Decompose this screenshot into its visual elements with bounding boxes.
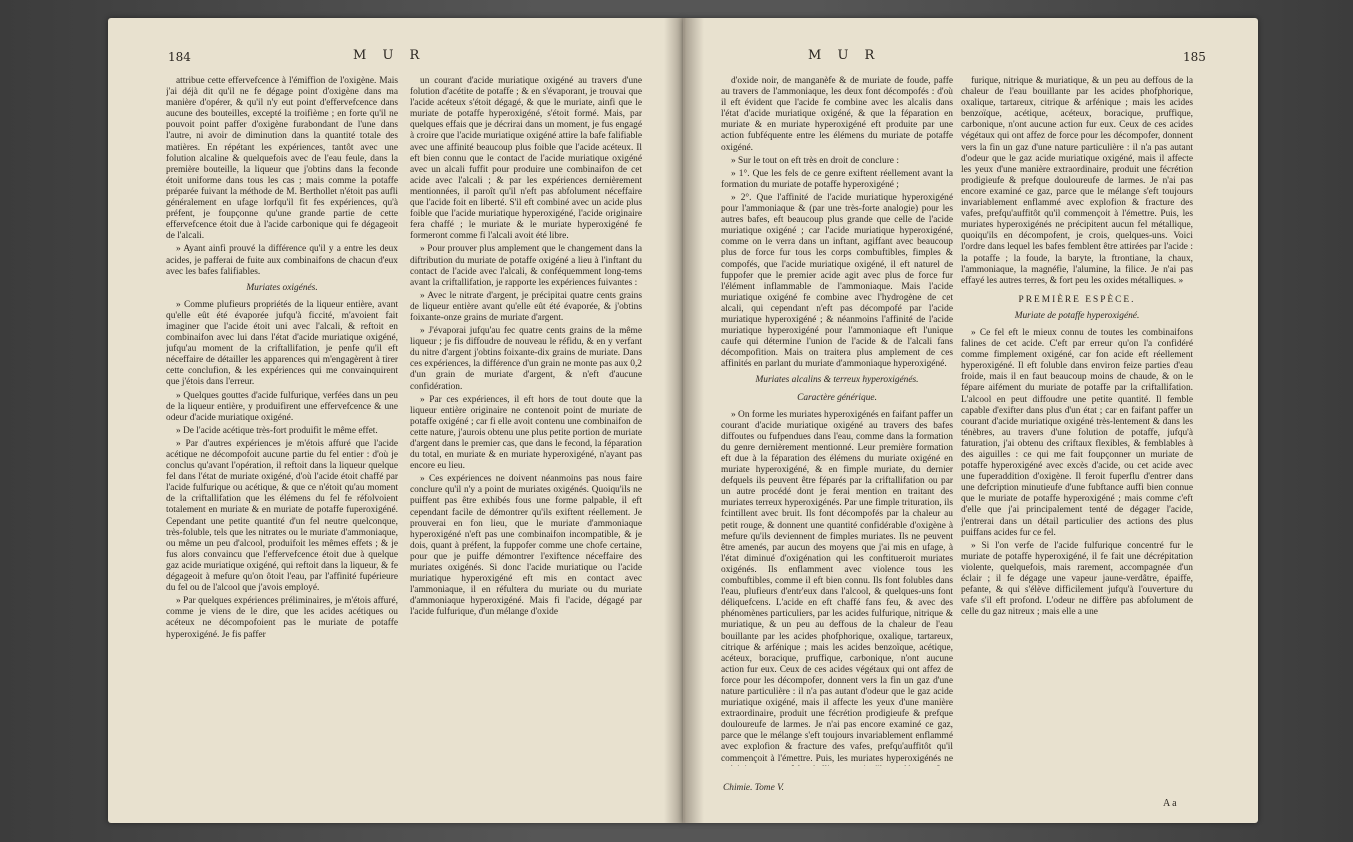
book-gutter <box>664 18 704 823</box>
species-heading: PREMIÈRE ESPÈCE. <box>1018 294 1136 305</box>
paragraph: » Pour prouver plus amplement que le changement dans la diftribution du muriate de potaffe oxigéné a lieu à l'inftant du contact de l'acide avec l'alcali, & conféquemment long-tems avant la criftallifation, je rapporte les expériences fuivantes : <box>410 244 642 288</box>
section-heading: Muriates alcalins & terreux hyperoxigénés. <box>755 375 919 386</box>
right-column-2 <box>961 76 1193 794</box>
running-head: M U R <box>353 48 426 63</box>
paragraph: » On forme les muriates hyperoxigénés en faifant paffer un courant d'acide muriatique oxigéné au travers des bafes diffoutes ou fufpendues dans l'eau, comme dans la formation du genre dernièrement mentionné. Leur première formation eft due à la féparation des élémens du muriate oxigéné en muriate hyperoxigéné, & en fimple muriate, du dernier defquels ils peuvent être féparés par la criftallifation ou par un autre procédé dont je ferai mention en traitant des muriates terreux hyperoxigénés. Par une fimple trituration, ils fcintillent avec bruit. Ils font décompofés par la chaleur au petit rouge, & donnent une quantité confidérable d'oxigène à mefure qu'ils deviennent de fimples muriates. Ils ne peuvent être amenés, par aucun des moyens que j'ai mis en ufage, à l'état diminué d'oxigénation qui les conftitueroit muriates oxigénés. Ils enflamment avec violence tous les combuftibles, comme il eft bien connu. Ils font folubles dans l'eau, plufieurs d'entr'eux dans l'alcool, & quelques-uns font déliquefcens. L'acide en eft chaffé fans feu, & avec des phénomènes particuliers, par les acides fulfurique, nitrique & muriatique, & un peu au deffous de la chaleur de l'eau bouillante par les acides phofphorique, oxalique, tartareux, citrique & arfénique ; mais les acides benzoïque, acétique, acéteux, boracique, pruffique, carbonique, n'ont aucune action fur eux. Ceux de ces acides végétaux qui ont affez de force pour les décompofer, donnent vers la fin un gaz d'une nature particulière : il n'a pas autant d'odeur que le gaz acide muriatique oxigéné, mais il affecte les yeux d'une manière extraordinaire, produit une fécrétion prodigieufe & prefque douloureufe de larmes. Je n'ai pas encore examiné ce gaz, parce que le mélange s'eft toujours invariablement enflammé avec explofion & fracture des vafes, prefqu'auffitôt qu'il commençoit à l'émettre. Puis, les muriates hyperoxigénés ne <box>721 409 953 764</box>
paragraph: un courant d'acide muriatique oxigéné au travers d'une folution d'acétite de potaffe ; & en s'évaporant, je trouvai que l'acide acéteux s'étoit dégagé, & que le muriate, ainfi que le muriate de potaffe hyperoxigéné, s'étoit formé. Mais, par quelques effais que je décrirai dans un moment, je fus engagé à croire que l'acide muriatique oxigéné attire la bafe falifiable avec une affinité beaucoup plus foible que l'acide acéteux. Il eft bien connu que le contact de l'acide muriatique oxigéné avec un alcali fuffit pour produire une combinaifon de cet acide avec l'alcali ; & par les expériences dernièrement mentionnées, il paroît qu'il n'eft pas abfolument néceffaire que l'acide foit en liberté. S'il eft combiné avec un acide plus foible que l'acide muriatique hyperoxigéné, l'acide originaire fera chaffé ; le muriate & le muriate hyperoxigéné fe formeront comme fi l'alcali avoit été libre. <box>410 76 642 242</box>
paragraph: d'oxide noir, de manganèfe & de muriate de foude, paffe au travers de l'ammoniaque, les deux font décompofés : d'où il eft évident que l'acide fe combine avec les alcalis dans l'état d'acide muriatique oxigéné, & que la féparation en muriate & en muriate hyperoxigéné eft produite par une action fubféquente entre les élémens du muriate de potaffe oxigéné. <box>721 76 953 153</box>
section-heading: Muriate de potaffe hyperoxigéné. <box>1014 310 1140 321</box>
signature-mark: A a <box>1163 798 1177 809</box>
paragraph: » 1°. Que les fels de ce genre exiftent réellement avant la formation du muriate de potaffe hyperoxigéné ; <box>721 168 953 190</box>
paragraph: » Ces expériences ne doivent néanmoins pas nous faire conclure qu'il n'y a point de muriates oxigénés. Quoiqu'ils ne puiffent pas être exhibés fous une forme palpable, il eft cependant facile de démontrer qu'ils exiftent réellement. Je prouverai en fon lieu, que le muriate d'ammoniaque hyperoxigéné n'eft pas une combinaifon incompatible, & je dois, quant à préfent, la fuppofer comme une chofe certaine, pour que je puiffe démontrer l'exiftence néceffaire des muriates oxigénés. Si donc l'acide muriatique ou l'acide muriatique hyperoxigéné eft mis en contact avec l'ammoniaque, il en réfultera du muriate ou du muriate d'ammoniaque hyperoxigéné. Mais fi l'acide, dégagé par l'acide fulfurique, d'un mélange d'oxide <box>410 474 642 618</box>
paragraph: furique, nitrique & muriatique, & un peu au deffous de la chaleur de l'eau bouillante par les acides phofphorique, oxalique, tartareux, citrique & arfénique ; mais les acides benzoïque, acétique, acéteux, boracique, pruffique, carbonique, n'ont aucune action fur eux. Ceux de ces acides végétaux qui ont affez de force pour les décompofer, donnent vers la fin un gaz d'une nature particulière : il n'a pas autant d'odeur que le gaz acide muriatique oxigéné, mais il affecte les yeux d'une manière extraordinaire, produit une fécrétion prodigieufe & prefque douloureufe de larmes. Je n'ai pas encore examiné ce gaz, parce que le mélange s'eft toujours invariablement enflammé avec explofion & fracture des vafes, prefqu'auffitôt qu'il commençoit à l'émettre. Puis, les muriates hyperoxigénés ne précipitent aucun fel métallique, quoiqu'ils en décompofent, je crois, quelques-uns. Voici l'ordre dans lequel les bafes femblent être attirées par l'acide : la potaffe ; la foude, la baryte, la ftrontiane, la chaux, l'ammoniaque, la magnéfie, l'alumine, la filice. Je n'ai pas effayé les autres terres, & fort peu les oxides métalliques. » <box>961 76 1193 286</box>
left-column-2 <box>410 76 642 794</box>
paragraph: » Par ces expériences, il eft hors de tout doute que la liqueur entière originaire ne contenoit point de muriate de potaffe oxigéné ; car fi elle avoit contenu une combinaifon de cette nature, j'aurois obtenu une plus petite portion de muriate d'argent dans le premier cas, que dans le fecond, la féparation du total, en muriate & en muriate hyperoxigéné, n'ayant pas encore eu lieu. <box>410 394 642 472</box>
subsection-heading: Caractère générique. <box>797 392 877 403</box>
page-number: 184 <box>168 50 191 64</box>
left-page <box>108 18 683 823</box>
paragraph: » Avec le nitrate d'argent, je précipitai quatre cents grains de liqueur entière avant qu'elle eût été évaporée, & j'obtins foixante-onze grains de muriate d'argent. <box>410 290 642 323</box>
right-page <box>683 18 1258 823</box>
paragraph: » J'évaporai jufqu'au fec quatre cents grains de la même liqueur ; je fis diffoudre de nouveau le réfidu, & en y verfant du nitre d'argent j'obtins foixante-dix grains de muriate. Dans ces expériences, la différence d'un grain ne monte pas aux 0,2 d'un grain de muriate d'argent, & n'eft d'aucune confidération. <box>410 326 642 392</box>
paragraph: attribue cette effervefcence à l'émiffion de l'oxigène. Mais j'ai déjà dit qu'il ne fe dégage point d'oxigène dans ma manière d'opérer, & qu'il n'y eut point d'effervefcence dans aucune des bouteilles, excepté la troifième ; en forte qu'il ne pouvoit point paffer d'oxigène furabondant de l'une dans l'autre, ni avoir de diminution dans la quantité totale des matières. En répétant les expériences, tantôt avec une folution alcaline & quelquefois avec de l'eau feule, dans la première bouteille, la liqueur que j'obtins dans la feconde étoit uniforme dans tous les cas ; mais comme la potaffe préparée fuivant la méthode de M. Berthollet n'étoit pas aufli généralement en ufage lorfqu'il fit fes expériences, qu'à préfent, je foupçonne qu'une grande partie de cette effervefcence étoit due à l'acide carbonique qui fe dégageoit de l'alcali. <box>166 76 398 242</box>
paragraph: » De l'acide acétique très-fort produifit le même effet. <box>176 425 378 436</box>
paragraph: » Par d'autres expériences je m'étois affuré que l'acide acétique ne décompofoit aucune partie du fel entier : d'où je conclus qu'avant l'opération, il reftoit dans la liqueur quelque fel dans l'état de muriate oxigéné, d'où l'acide étoit chaffé par l'acide fulfurique ou acétique, & que ce n'étoit qu'au moment de la criftallifation que les élémens du fel fe réfolvoient totalement en muriate & en muriate de potaffe fuperoxigéné. Cependant une petite quantité d'un fel neutre quelconque, très-foluble, tels que les nitrates ou le muriate d'ammoniaque, ou même un peu d'alcool, produifoit les mêmes effets ; & je fus alors convaincu que l'effervefcence étoit due à quelque gaz acide muriatique oxigéné, qui reftoit dans la liqueur, & fe dégageoit à mefure qu'on ôtoit l'eau, par l'affinité fupérieure du fel ou de l'alcool que j'avois employé. <box>166 438 398 594</box>
page-number: 185 <box>1183 50 1206 64</box>
right-column-1 <box>721 76 953 766</box>
paragraph: » Ayant ainfi prouvé la différence qu'il y a entre les deux acides, je pafferai de fuite aux combinaifons de chacun d'eux avec les bafes falifiables. <box>166 244 398 277</box>
paragraph: » Comme plufieurs propriétés de la liqueur entière, avant qu'elle eût été évaporée jufqu'à ficcité, m'avoient fait imaginer que l'acide étoit uni avec l'alcali, & reftoit en combinaifon avec lui dans l'état d'acide muriatique oxigéné, jufqu'au moment de la criftallifation, je penfe qu'il eft néceffaire de détailler les apparences qui m'engagèrent à tirer cette conclufion, & les expériences qui me convainquirent que j'étois dans l'erreur. <box>166 299 398 388</box>
volume-footer: Chimie. Tome V. <box>723 783 784 793</box>
paragraph: » 2°. Que l'affinité de l'acide muriatique hyperoxigéné pour l'ammoniaque & (par une très-forte analogie) pour les autres bafes, eft beaucoup plus grande que celle de l'acide muriatique oxigéné ; car l'acide muriatique hyperoxigéné, comme on le verra dans un inftant, agiffant avec beaucoup plus de force fur tous les corps combuftibles, fimples & compofés, que l'acide muriatique oxigéné, il eft naturel de fuppofer que le premier acide agit avec plus de force fur l'élément inflammable de l'ammoniaque. Mais l'acide muriatique oxigéné fe combine avec l'hydrogène de cet alcali, qui cependant n'eft pas décompofé par l'acide muriatique hyperoxigéné ; & néanmoins l'affinité de l'acide muriatique hyperoxigéné pour l'ammoniaque eft l'unique caufe qui détermine l'union de l'acide & de l'alcali fans décompofition. Mais on traitera plus amplement de ces affinités en parlant du muriate d'ammoniaque hyperoxigéné. <box>721 192 953 370</box>
paragraph: » Sur le tout on eft très en droit de conclure : <box>731 155 899 166</box>
section-heading: Muriates oxigénés. <box>246 282 318 293</box>
left-column-1 <box>166 76 398 794</box>
paragraph: » Si l'on verfe de l'acide fulfurique concentré fur le muriate de potaffe hyperoxigéné, il fe fait une décrépitation violente, quelquefois, mais rarement, accompagnée d'un éclair ; il fe dégage une vapeur jaune-verdâtre, épaiffe, pefante, & qui s'élève difficilement jufqu'à l'ouverture du vafe s'il eft profond. L'odeur ne diffère pas abfolument de celle du gaz nitreux ; mais elle a une <box>961 540 1193 618</box>
paragraph: » Quelques gouttes d'acide fulfurique, verfées dans un peu de la liqueur entière, y produifirent une effervefcence & une odeur d'acide muriatique oxigéné. <box>166 390 398 423</box>
paragraph: » Par quelques expériences préliminaires, je m'étois affuré, comme je viens de le dire, que les acides acétiques ou acéteux ne décompofoient pas le muriate de potaffe hyperoxigéné. Je fis paffer <box>166 596 398 640</box>
paragraph: » Ce fel eft le mieux connu de toutes les combinaifons falines de cet acide. C'eft par erreur qu'on l'a confidéré comme fimplement oxigéné, car fon acide eft réellement hyperoxigéné. Il eft foluble dans environ feize parties d'eau froide, mais il en faut beaucoup moins de chaude, & on le fépare aifément du muriate de potaffe par la criftallifation. L'alcool en peut diffoudre une petite quantité. Il femble capable d'exifter dans plus d'un état ; car en faifant paffer un courant d'acide muriatique oxigéné très-lentement & dans les ténèbres, au travers d'une folution de potaffe, jufqu'à faturation, j'ai obtenu des criftaux flexibles, & femblables à des aiguilles : ce qui me fait foupçonner un muriate de potaffe hyperoxigéné avec excès d'acide, ou cet acide avec une fuperaddition d'oxigène. Il feroit fuperflu d'entrer dans une defcription minutieufe d'une fubftance auffi bien connue que le muriate de potaffe hyperoxigéné ; mais comme c'eft d'elle que j'ai principalement tenté de dégager l'acide, j'entrerai dans un détail particulier des actions des plus puiffans acides fur ce fel. <box>961 327 1193 538</box>
running-head: M U R <box>808 48 881 63</box>
